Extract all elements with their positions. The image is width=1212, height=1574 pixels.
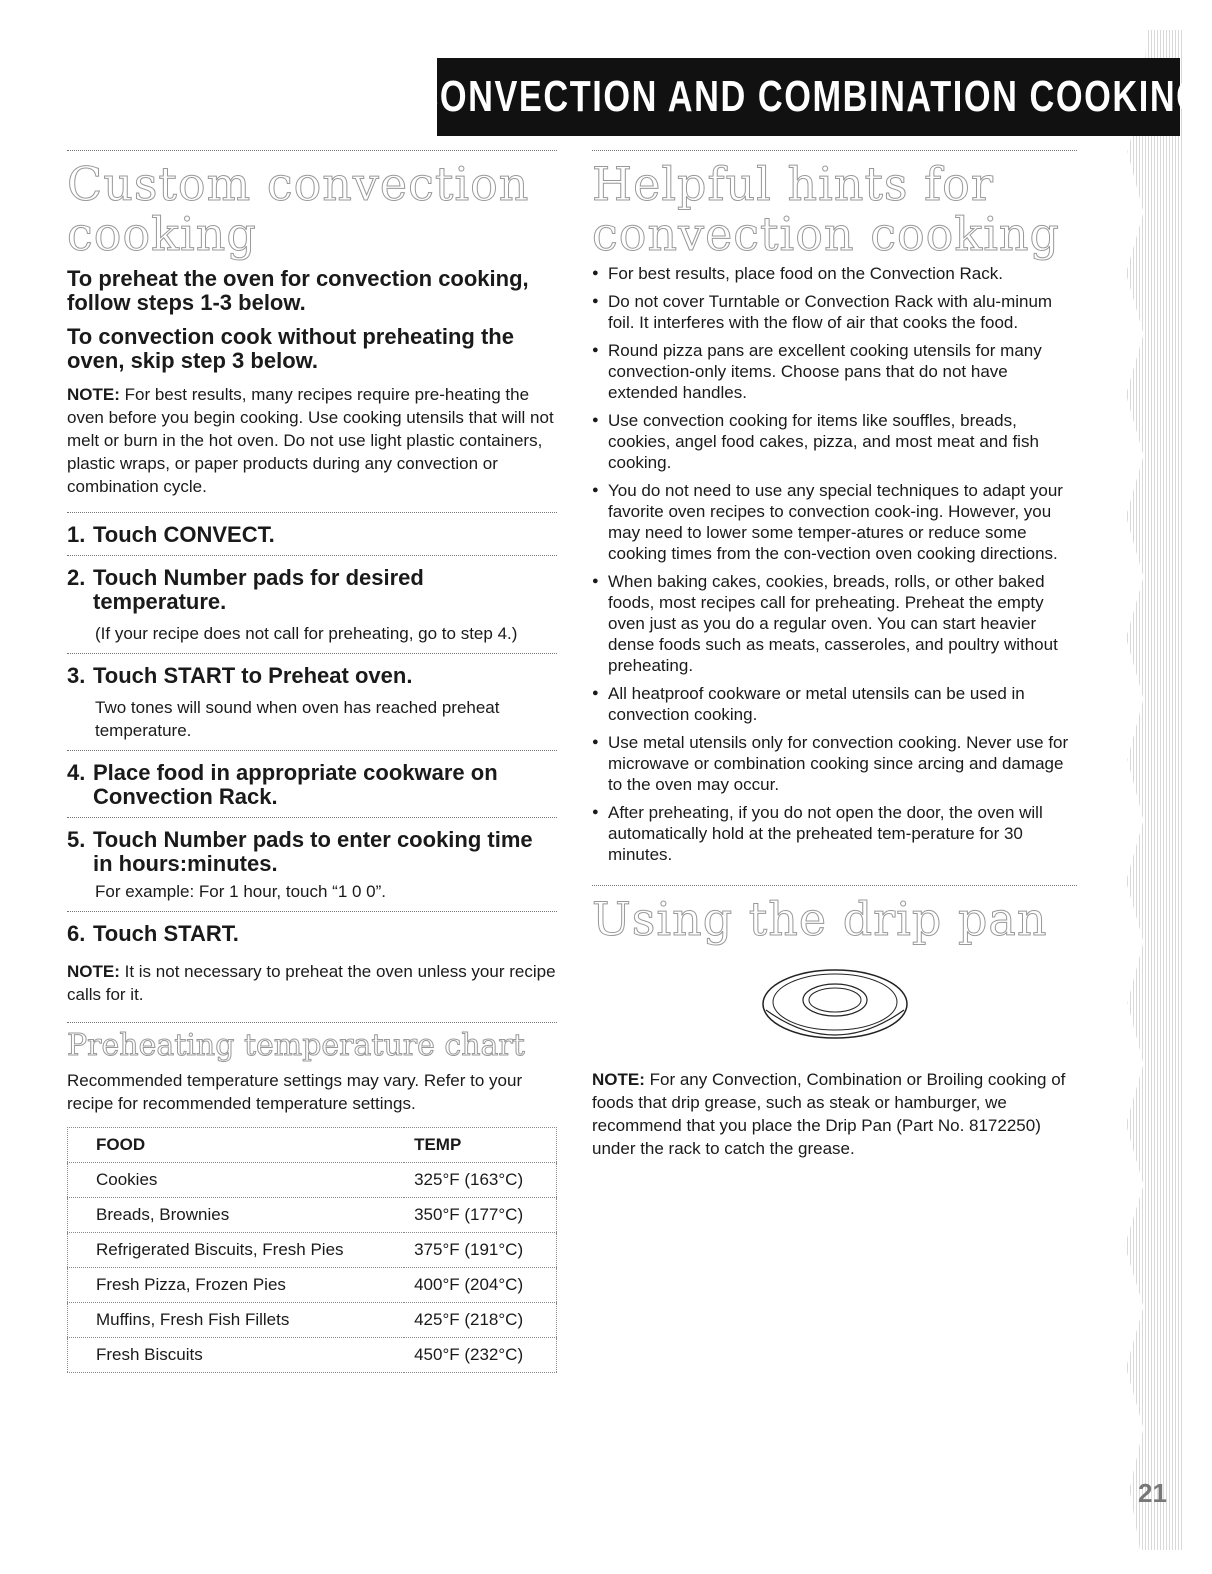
food-cell: Breads, Brownies: [68, 1198, 405, 1233]
food-cell: Fresh Pizza, Frozen Pies: [68, 1268, 405, 1303]
step-title: Touch Number pads for desired temperature.: [93, 565, 424, 614]
step-number: 5.: [67, 827, 86, 852]
step-subtext: For example: For 1 hour, touch “1 0 0”.: [95, 882, 387, 901]
list-item: ● Do not cover Turntable or Convection Rack with alu-minum foil. It interferes with the flow of air that cooks the food.: [592, 291, 1077, 333]
section-banner: [413, 58, 1204, 136]
step-6: [67, 912, 557, 954]
table-row: [68, 1268, 557, 1303]
step-subtext: (If your recipe does not call for preheating, go to step 4.): [95, 624, 518, 643]
temp-cell: 350°F (177°C): [404, 1198, 556, 1233]
step-title: Touch START.: [93, 921, 239, 946]
no-preheat-heading: To convection cook without preheating the oven, skip step 3 below.: [67, 324, 514, 373]
step-title: Touch Number pads to enter cooking time in hours:minutes.: [93, 827, 533, 876]
step-4: [67, 751, 557, 817]
step-title: Place food in appropriate cookware on Convection Rack.: [93, 760, 498, 809]
left-column: [67, 150, 557, 1373]
step-2: [67, 556, 557, 653]
temp-cell: 325°F (163°C): [404, 1163, 556, 1198]
list-item: ● For best results, place food on the Convection Rack.: [592, 263, 1077, 284]
step-subtext: Two tones will sound when oven has reached preheat temperature.: [95, 698, 500, 740]
step-3: [67, 654, 557, 750]
drip-note-paragraph: [592, 1068, 1077, 1160]
table-row: [68, 1338, 557, 1373]
divider: [592, 885, 1077, 886]
temp-cell: 425°F (218°C): [404, 1303, 556, 1338]
step-number: 6.: [67, 921, 86, 946]
drip-pan-title: Using the drip pan: [592, 892, 1048, 946]
list-item: ● After preheating, if you do not open the door, the oven will automatically hold at the preheated tem-perature for 30 minutes.: [592, 802, 1077, 865]
temp-cell: 400°F (204°C): [404, 1268, 556, 1303]
table-row: [68, 1163, 557, 1198]
food-cell: Fresh Biscuits: [68, 1338, 405, 1373]
preheat-heading: To preheat the oven for convection cooking, follow steps 1-3 below.: [67, 266, 529, 315]
divider: [67, 150, 557, 151]
note-text: For any Convection, Combination or Broiling cooking of foods that drip grease, such as steak or hamburger, we recommend that you place the Drip Pan (Part No. 8172250) under the rack to catch the grease.: [592, 1070, 1066, 1158]
step-number: 4.: [67, 760, 86, 785]
chart-title: Preheating temperature chart: [67, 1028, 525, 1063]
page-number: 21: [1138, 1478, 1167, 1508]
temperature-table: [67, 1127, 557, 1373]
step-title: Touch CONVECT.: [93, 522, 275, 547]
food-cell: Muffins, Fresh Fish Fillets: [68, 1303, 405, 1338]
divider: [592, 150, 1077, 151]
temp-cell: 450°F (232°C): [404, 1338, 556, 1373]
banner-title: CONVECTION AND COMBINATION COOKING: [413, 72, 1204, 121]
custom-convection-title: Custom convection cooking: [67, 157, 530, 261]
right-column: [592, 150, 1077, 1160]
page-edge-decoration: [1112, 30, 1182, 1550]
step-title: Touch START to Preheat oven.: [93, 663, 413, 688]
list-item: ● When baking cakes, cookies, breads, rolls, or other baked foods, most recipes call for preheating. Preheat the empty oven just as you do a regular oven. You can start heavier dense foods such as meats, casseroles, and poultry without preheating.: [592, 571, 1077, 676]
list-item: ● All heatproof cookware or metal utensils can be used in convection cooking.: [592, 683, 1077, 725]
list-item: ● Use convection cooking for items like souffles, breads, cookies, angel food cakes, pizza, and most meat and fish cooking.: [592, 410, 1077, 473]
hints-list: [592, 263, 1077, 865]
note-paragraph: [67, 383, 557, 498]
food-cell: Refrigerated Biscuits, Fresh Pies: [68, 1233, 405, 1268]
note-label: NOTE:: [67, 962, 120, 981]
helpful-hints-title: Helpful hints for convection cooking: [592, 157, 1061, 261]
note2-paragraph: [67, 960, 557, 1006]
step-5: [67, 818, 557, 911]
note-text: For best results, many recipes require pre-heating the oven before you begin cooking. Use cooking utensils that will not melt or burn in the hot oven. Do not use light plastic containers, plastic wraps, or paper products during any convection or combination cycle.: [67, 385, 554, 496]
step-1: [67, 513, 557, 555]
note-label: NOTE:: [67, 385, 120, 404]
temp-cell: 375°F (191°C): [404, 1233, 556, 1268]
list-item: ● You do not need to use any special techniques to adapt your favorite oven recipes to convection cook-ing. However, you may need to lower some temper-atures or reduce some cooking times from the con-vection oven cooking directions.: [592, 480, 1077, 564]
list-item: ● Use metal utensils only for convection cooking. Never use for microwave or combination cooking since arcing and damage to the oven may occur.: [592, 732, 1077, 795]
list-item: ● Round pizza pans are excellent cooking utensils for many convection-only items. Choose pans that do not have extended handles.: [592, 340, 1077, 403]
table-row: [68, 1303, 557, 1338]
note-text: It is not necessary to preheat the oven unless your recipe calls for it.: [67, 962, 556, 1004]
step-number: 1.: [67, 522, 86, 547]
table-row: [68, 1233, 557, 1268]
food-cell: Cookies: [68, 1163, 405, 1198]
chart-intro: Recommended temperature settings may vary. Refer to your recipe for recommended temperature settings.: [67, 1071, 523, 1113]
drip-pan-icon: [760, 964, 910, 1050]
step-number: 2.: [67, 565, 86, 590]
step-number: 3.: [67, 663, 86, 688]
column-header-food: FOOD: [68, 1128, 405, 1163]
column-header-temp: TEMP: [404, 1128, 556, 1163]
table-header-row: [68, 1128, 557, 1163]
divider: [67, 1022, 557, 1023]
table-row: [68, 1198, 557, 1233]
note-label: NOTE:: [592, 1070, 645, 1089]
